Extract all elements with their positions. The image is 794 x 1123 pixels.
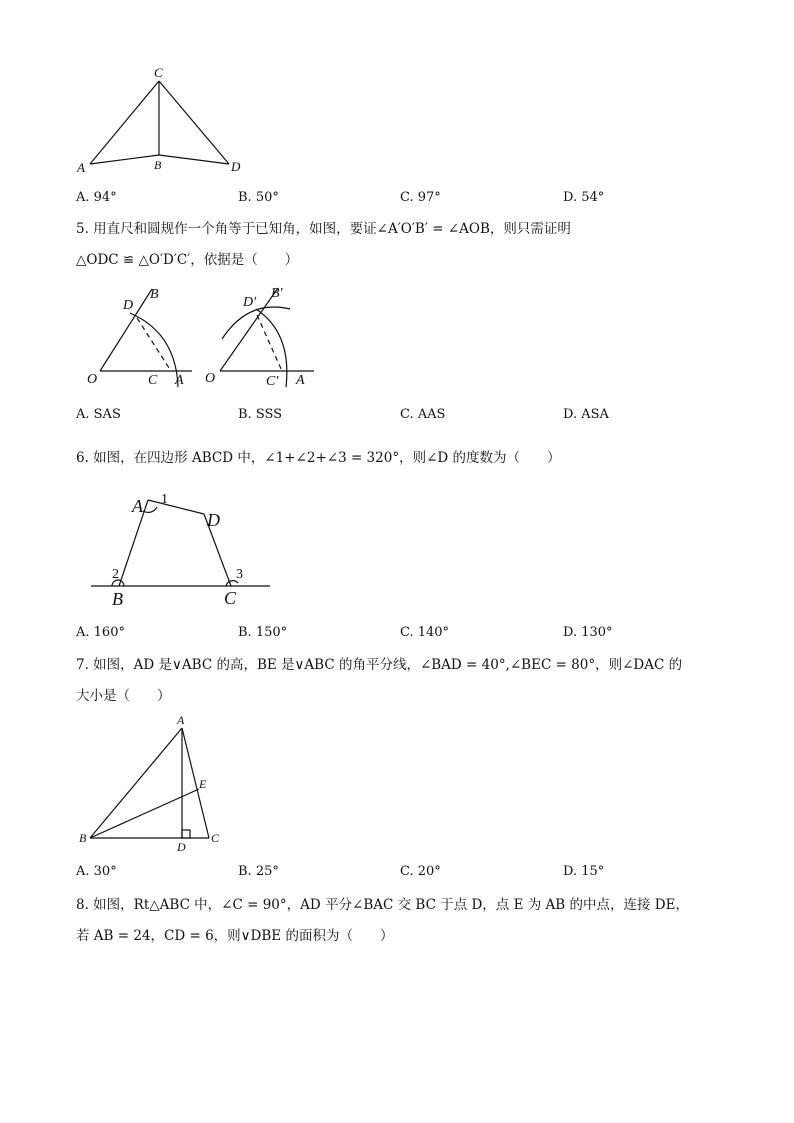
q5-left-label-a: A bbox=[175, 373, 184, 388]
q5-left-label-b: B bbox=[150, 287, 159, 302]
q7-figure bbox=[76, 712, 236, 857]
q6-label-3: 3 bbox=[236, 567, 243, 582]
q7-label-e: E bbox=[199, 777, 207, 791]
q5-left-label-o: O bbox=[87, 372, 98, 387]
q6-label-c: C bbox=[224, 588, 237, 608]
q7-option-b[interactable]: B. 25° bbox=[238, 864, 279, 879]
q6-label-b: B bbox=[112, 589, 123, 609]
q5-right-label-o: O bbox=[205, 371, 216, 386]
q7-option-c[interactable]: C. 20° bbox=[400, 864, 441, 879]
q5-left-label-d: D bbox=[123, 298, 134, 313]
q5-figure-right bbox=[200, 283, 330, 393]
q6-label-2: 2 bbox=[112, 567, 119, 582]
q7-label-c: C bbox=[211, 831, 220, 845]
q4-label-b: B bbox=[154, 158, 162, 172]
q7-option-a[interactable]: A. 30° bbox=[76, 864, 117, 879]
q5-right-label-d: D′ bbox=[243, 295, 257, 310]
q5-left-label-c: C bbox=[148, 373, 158, 388]
q4-label-c: C bbox=[154, 65, 163, 80]
q5-figure-left bbox=[80, 283, 210, 393]
q5-option-c[interactable]: C. AAS bbox=[400, 407, 446, 422]
q7-option-d[interactable]: D. 15° bbox=[563, 864, 605, 879]
q6-option-c[interactable]: C. 140° bbox=[400, 625, 450, 640]
q5-right-label-b: B′ bbox=[271, 286, 283, 301]
q7-stem-line1: 7. 如图，AD 是∨ABC 的高，BE 是∨ABC 的角平分线，∠BAD = 40°,∠BEC = 80°，则∠DAC 的 bbox=[76, 657, 683, 673]
q8-stem-line2: 若 AB = 24，CD = 6，则∨DBE 的面积为（ ） bbox=[76, 928, 394, 944]
q7-stem-line2: 大小是（ ） bbox=[76, 688, 171, 704]
q5-option-b[interactable]: B. SSS bbox=[238, 407, 283, 422]
q6-label-d: D bbox=[207, 510, 220, 530]
q5-stem-line1: 5. 用直尺和圆规作一个角等于已知角，如图，要证∠A′O′B′ = ∠AOB，则只需证明 bbox=[76, 221, 571, 237]
q5-option-a[interactable]: A. SAS bbox=[76, 407, 121, 422]
q4-label-d: D bbox=[231, 159, 241, 174]
q4-option-d[interactable]: D. 54° bbox=[563, 190, 605, 205]
q6-option-d[interactable]: D. 130° bbox=[563, 625, 613, 640]
q4-option-a[interactable]: A. 94° bbox=[76, 190, 117, 205]
q5-right-label-a: A bbox=[296, 373, 305, 388]
q4-label-a: A bbox=[77, 160, 85, 175]
q4-option-b[interactable]: B. 50° bbox=[238, 190, 279, 205]
q6-label-1: 1 bbox=[161, 492, 168, 507]
q6-label-a: A bbox=[132, 496, 143, 516]
q6-stem: 6. 如图，在四边形 ABCD 中，∠1+∠2+∠3 = 320°，则∠D 的度数为（ ） bbox=[76, 450, 561, 466]
q6-option-a[interactable]: A. 160° bbox=[76, 625, 125, 640]
q7-label-b: B bbox=[79, 831, 87, 845]
q5-right-label-c: C′ bbox=[266, 374, 279, 389]
q6-option-b[interactable]: B. 150° bbox=[238, 625, 288, 640]
q5-option-d[interactable]: D. ASA bbox=[563, 407, 609, 422]
q5-stem-line2: △ODC ≌ △O′D′C′，依据是（ ） bbox=[76, 252, 299, 268]
q8-stem-line1: 8. 如图，Rt△ABC 中，∠C = 90°，AD 平分∠BAC 交 BC 于点 D，点 E 为 AB 的中点，连接 DE， bbox=[76, 897, 689, 913]
q4-option-c[interactable]: C. 97° bbox=[400, 190, 441, 205]
q7-label-a: A bbox=[177, 713, 185, 727]
q7-label-d: D bbox=[177, 840, 186, 854]
q6-figure bbox=[88, 478, 278, 618]
q4-figure bbox=[70, 60, 260, 180]
